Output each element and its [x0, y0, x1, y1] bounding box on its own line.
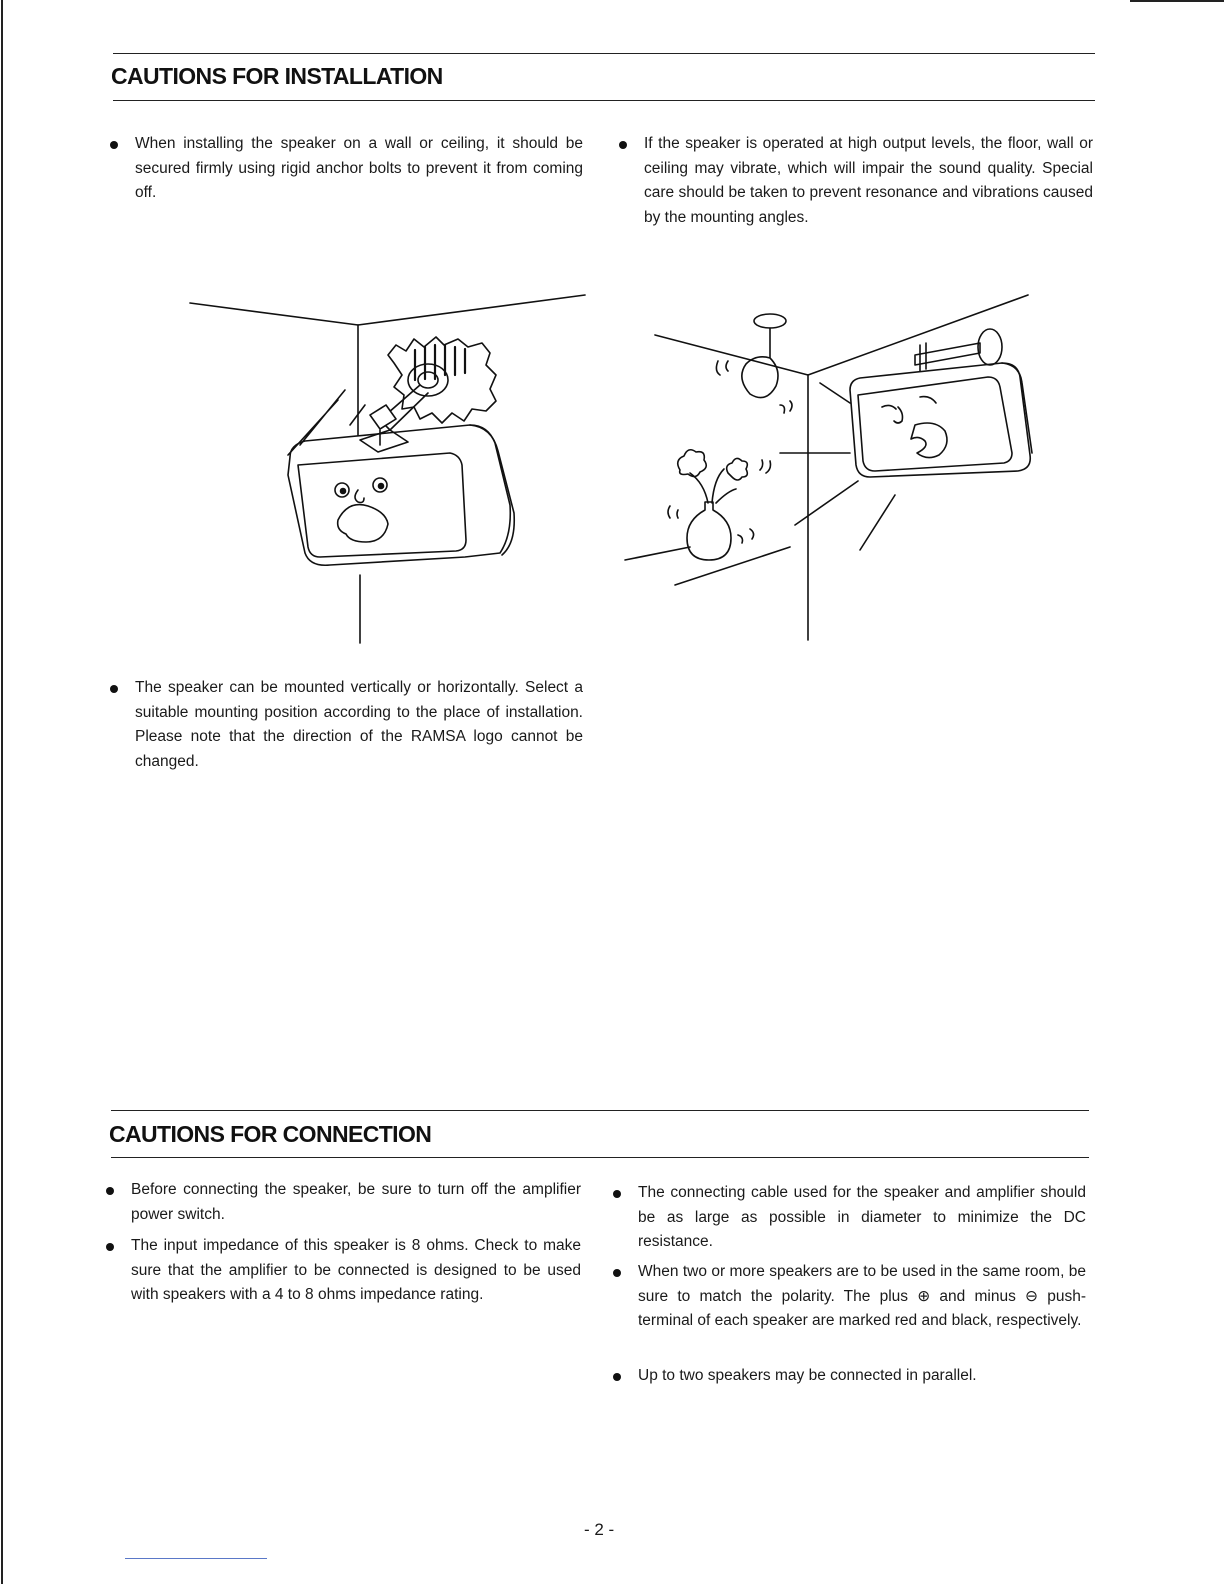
installation-item-orientation	[135, 676, 583, 774]
item-text: When two or more speakers are to be used in the same room, be sure to match the polarity. The plus ⊕ and minus ⊖ push-terminal of each speaker are marked red and black, respectively.	[638, 1263, 1086, 1329]
item-text: The input impedance of this speaker is 8 ohms. Check to make sure that the amplifier to be connected is designed to be used with speakers with a 4 to 8 ohms impedance rating.	[131, 1237, 581, 1303]
page-top-right-mark	[1130, 0, 1224, 2]
item-text: The speaker can be mounted vertically or horizontally. Select a suitable mounting position according to the place of installation. Please note that the direction of the RAMSA logo cannot be changed.	[135, 679, 583, 770]
installation-bottom-rule	[113, 100, 1095, 101]
item-text: Before connecting the speaker, be sure to turn off the amplifier power switch.	[131, 1181, 581, 1223]
installation-heading: CAUTIONS FOR INSTALLATION	[111, 63, 443, 89]
bullet-icon	[613, 1373, 621, 1381]
item-text: If the speaker is operated at high output levels, the floor, wall or ceiling may vibrate, which will impair the sound quality. Special care should be taken to prevent resonance and vibrations caused by the mounting angles.	[644, 135, 1093, 226]
bottom-link-underline	[125, 1558, 267, 1559]
installation-top-rule	[113, 53, 1095, 54]
bullet-icon	[110, 141, 118, 149]
connection-bottom-rule	[111, 1157, 1089, 1158]
connection-item-power-off	[131, 1178, 581, 1227]
installation-item-wall-ceiling	[135, 132, 583, 206]
wall-mount-illustration	[180, 285, 600, 645]
vibration-illustration	[620, 285, 1040, 645]
installation-item-vibration	[644, 132, 1093, 230]
bullet-icon	[613, 1269, 621, 1277]
bullet-icon	[106, 1187, 114, 1195]
connection-item-cable	[638, 1181, 1086, 1255]
connection-item-impedance	[131, 1234, 581, 1308]
item-text: The connecting cable used for the speaker and amplifier should be as large as possible in diameter to minimize the DC resistance.	[638, 1184, 1086, 1250]
connection-top-rule	[111, 1110, 1089, 1111]
page-left-edge	[1, 0, 3, 1584]
connection-item-parallel	[638, 1364, 1086, 1389]
item-text: When installing the speaker on a wall or ceiling, it should be secured firmly using rigid anchor bolts to prevent it from coming off.	[135, 135, 583, 201]
bullet-icon	[613, 1190, 621, 1198]
connection-item-polarity	[638, 1260, 1086, 1334]
bullet-icon	[110, 685, 118, 693]
connection-heading: CAUTIONS FOR CONNECTION	[109, 1121, 432, 1147]
page-number: - 2 -	[584, 1520, 615, 1539]
bullet-icon	[619, 141, 627, 149]
bullet-icon	[106, 1243, 114, 1251]
item-text: Up to two speakers may be connected in parallel.	[638, 1367, 977, 1384]
